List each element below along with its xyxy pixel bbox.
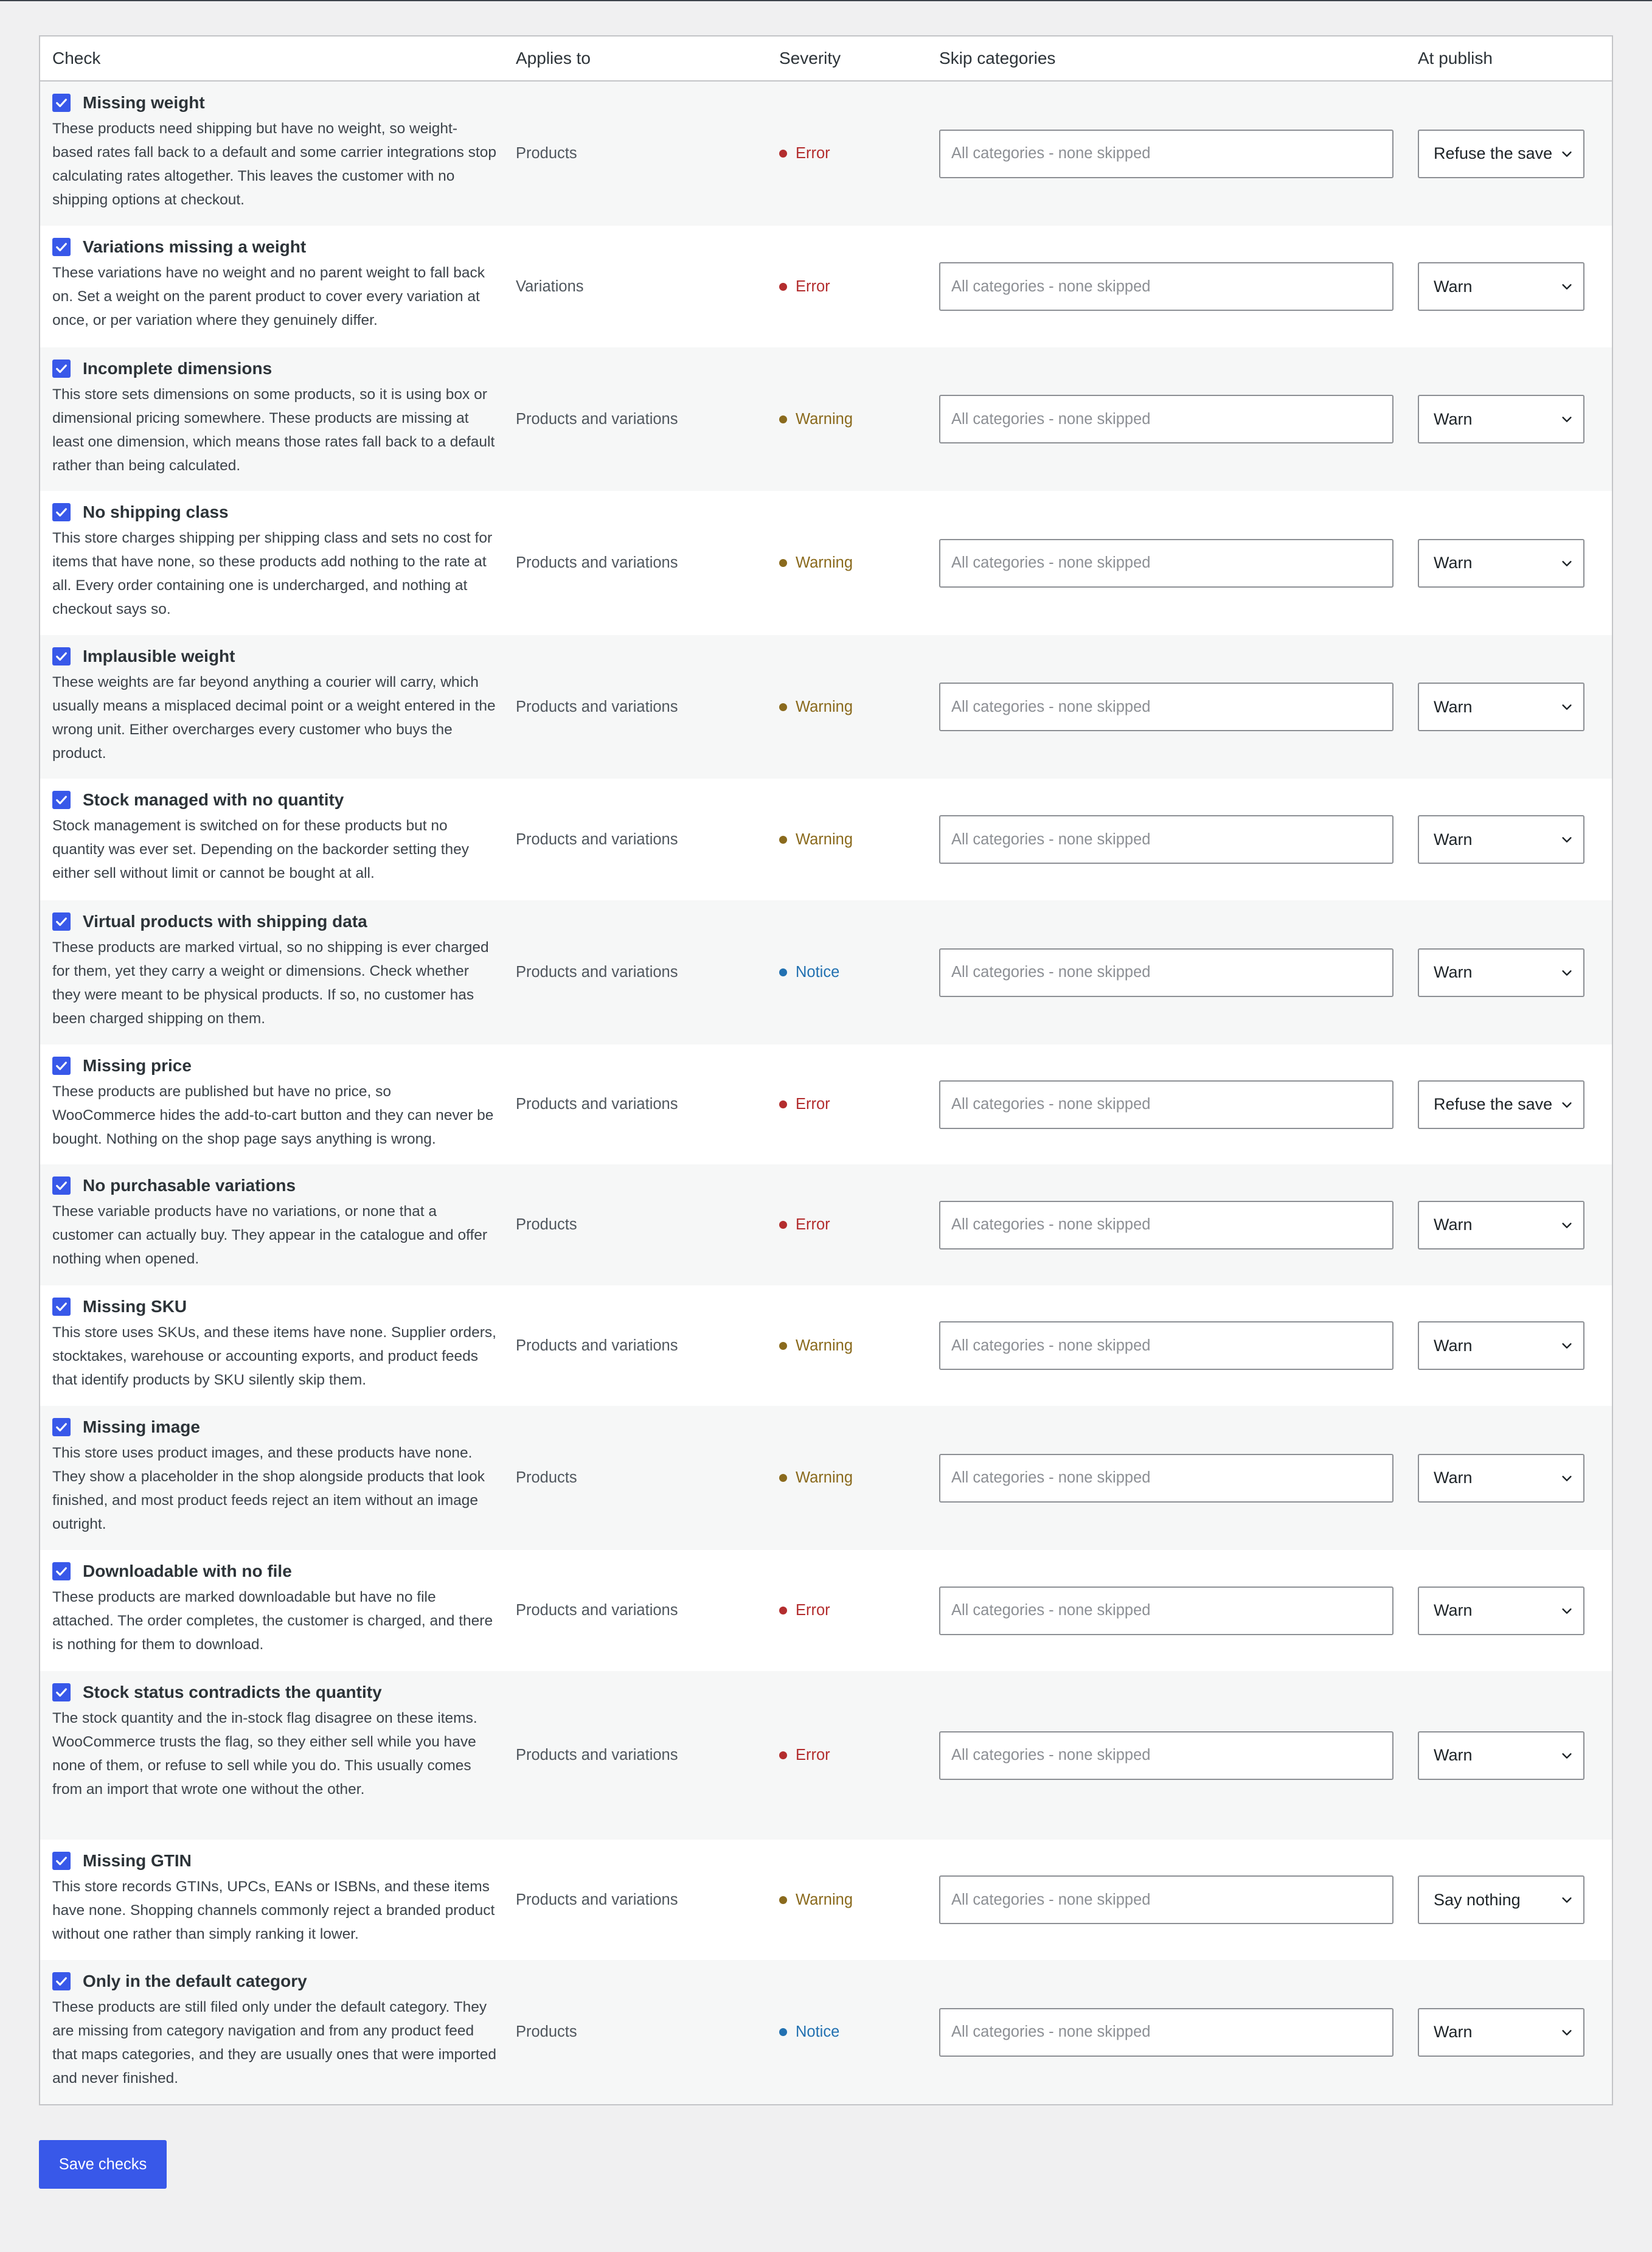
check-enabled-checkbox[interactable] <box>52 1298 71 1316</box>
check-heading <box>52 92 498 113</box>
check-heading <box>52 1971 498 1992</box>
skip-categories-input[interactable] <box>939 948 1393 997</box>
check-heading <box>52 1055 498 1076</box>
severity-badge <box>779 831 853 849</box>
applies-to-text: Products and variations <box>516 1096 678 1113</box>
check-title: No purchasable variations <box>83 1176 296 1195</box>
column-header-severity: Severity <box>779 49 841 68</box>
table-row <box>40 1550 1612 1671</box>
at-publish-value: Warn <box>1434 963 1473 981</box>
skip-categories-input[interactable] <box>939 1321 1393 1370</box>
severity-badge <box>779 698 853 716</box>
severity-badge <box>779 278 830 296</box>
skip-categories-cell <box>939 1406 1418 1550</box>
check-heading <box>52 790 498 810</box>
severity-label: Warning <box>796 410 853 428</box>
check-title: Virtual products with shipping data <box>83 912 367 931</box>
severity-cell <box>779 226 939 347</box>
table-row <box>40 1671 1612 1840</box>
check-cell <box>40 900 516 1044</box>
skip-categories-input[interactable] <box>939 1875 1393 1924</box>
at-publish-cell <box>1418 1840 1612 1960</box>
check-description: These products are marked downloadable but have no file attached. The order completes, the customer is charged, and there is nothing for them to download. <box>52 1589 493 1653</box>
applies-to-text: Products and variations <box>516 698 678 715</box>
severity-cell <box>779 635 939 779</box>
applies-to-cell <box>516 1044 779 1164</box>
check-cell <box>40 635 516 779</box>
check-title: Implausible weight <box>83 647 235 666</box>
applies-to-text: Products <box>516 2023 577 2040</box>
dot-icon <box>779 1751 787 1759</box>
at-publish-select[interactable] <box>1418 395 1584 443</box>
check-enabled-checkbox[interactable] <box>52 94 71 112</box>
check-cell <box>40 491 516 635</box>
skip-categories-cell <box>939 1840 1418 1960</box>
severity-cell <box>779 1671 939 1840</box>
check-enabled-checkbox[interactable] <box>52 1057 71 1075</box>
table-row <box>40 1960 1612 2104</box>
table-row <box>40 491 1612 635</box>
skip-categories-input[interactable] <box>939 1201 1393 1249</box>
dot-icon <box>779 1221 787 1229</box>
check-title: Downloadable with no file <box>83 1562 292 1580</box>
table-row <box>40 779 1612 900</box>
check-cell <box>40 1406 516 1550</box>
severity-badge <box>779 1891 853 1909</box>
check-enabled-checkbox[interactable] <box>52 791 71 809</box>
skip-categories-cell <box>939 779 1418 900</box>
applies-to-text: Products and variations <box>516 1746 678 1764</box>
table-row <box>40 635 1612 779</box>
severity-label: Warning <box>796 1469 853 1486</box>
severity-label: Warning <box>796 830 853 848</box>
dot-icon <box>779 1474 787 1482</box>
dot-icon <box>779 1896 787 1904</box>
skip-categories-input[interactable] <box>939 262 1393 311</box>
skip-categories-cell <box>939 900 1418 1044</box>
dot-icon <box>779 968 787 976</box>
dot-icon <box>779 150 787 158</box>
at-publish-cell <box>1418 779 1612 900</box>
at-publish-value: Warn <box>1434 1336 1473 1355</box>
severity-badge <box>779 1602 830 1619</box>
dot-icon <box>779 415 787 423</box>
chevron-down-icon <box>1560 1339 1574 1352</box>
severity-badge <box>779 1337 853 1355</box>
chevron-down-icon <box>1560 412 1574 426</box>
severity-cell <box>779 1550 939 1671</box>
applies-to-text: Products <box>516 1216 577 1233</box>
skip-categories-input[interactable] <box>939 395 1393 443</box>
applies-to-text: Products <box>516 145 577 162</box>
skip-categories-cell <box>939 1285 1418 1406</box>
at-publish-cell <box>1418 1164 1612 1285</box>
at-publish-select[interactable] <box>1418 948 1584 997</box>
applies-to-cell <box>516 779 779 900</box>
check-enabled-checkbox[interactable] <box>52 1562 71 1580</box>
at-publish-value: Warn <box>1434 1468 1473 1487</box>
applies-to-text: Products and variations <box>516 964 678 981</box>
check-enabled-checkbox[interactable] <box>52 647 71 666</box>
table-row <box>40 226 1612 347</box>
at-publish-value: Refuse the save <box>1434 144 1553 162</box>
dot-icon <box>779 2028 787 2036</box>
check-description: This store charges shipping per shipping class and sets no cost for items that have none, so these products add nothing to the rate at all. Every order containing one is undercharged, and nothing at checkout says so. <box>52 530 493 617</box>
applies-to-text: Products and variations <box>516 1602 678 1619</box>
skip-categories-input[interactable] <box>939 539 1393 588</box>
dot-icon <box>779 283 787 291</box>
chevron-down-icon <box>1560 1893 1574 1906</box>
table-row <box>40 1044 1612 1164</box>
at-publish-value: Warn <box>1434 277 1473 296</box>
severity-label: Error <box>796 1746 830 1764</box>
table-row <box>40 1285 1612 1406</box>
check-cell <box>40 779 516 900</box>
applies-to-cell <box>516 900 779 1044</box>
at-publish-value: Warn <box>1434 409 1473 428</box>
at-publish-value: Warn <box>1434 554 1473 572</box>
severity-label: Error <box>796 145 830 162</box>
table-body <box>40 82 1612 2104</box>
severity-badge <box>779 1746 830 1764</box>
checkmark-icon <box>55 1565 68 1578</box>
applies-to-cell <box>516 491 779 635</box>
check-cell <box>40 1164 516 1285</box>
checkmark-icon <box>55 1059 68 1072</box>
at-publish-select[interactable] <box>1418 539 1584 588</box>
severity-label: Error <box>796 1096 830 1113</box>
checkmark-icon <box>55 1854 68 1868</box>
checkmark-icon <box>55 915 68 928</box>
at-publish-value: Warn <box>1434 830 1473 849</box>
at-publish-select[interactable] <box>1418 1586 1584 1635</box>
column-header-check: Check <box>52 49 101 68</box>
skip-categories-input[interactable] <box>939 1454 1393 1503</box>
check-heading <box>52 1561 498 1582</box>
at-publish-select[interactable] <box>1418 2008 1584 2057</box>
column-header-at-publish: At publish <box>1418 49 1493 68</box>
skip-categories-cell <box>939 1164 1418 1285</box>
at-publish-value: Say nothing <box>1434 1890 1521 1909</box>
check-title: Missing SKU <box>83 1297 187 1316</box>
skip-categories-input[interactable] <box>939 130 1393 178</box>
at-publish-cell <box>1418 1406 1612 1550</box>
check-description: The stock quantity and the in-stock flag disagree on these items. WooCommerce trusts the flag, so they either sell while you have none of them, or refuse to sell while you do. This usually comes from an import that wrote one without the other. <box>52 1710 477 1798</box>
check-heading <box>52 1682 498 1703</box>
check-cell <box>40 82 516 226</box>
severity-label: Notice <box>796 2023 840 2040</box>
at-publish-value: Warn <box>1434 1746 1473 1764</box>
check-description: This store uses product images, and these products have none. They show a placeholder in the shop alongside products that look finished, and most product feeds reject an item without an image outright. <box>52 1445 485 1532</box>
check-enabled-checkbox[interactable] <box>52 1418 71 1436</box>
skip-categories-cell <box>939 635 1418 779</box>
dot-icon <box>779 559 787 567</box>
applies-to-text: Products and variations <box>516 1336 678 1354</box>
check-heading <box>52 237 498 257</box>
check-enabled-checkbox[interactable] <box>52 238 71 256</box>
checkmark-icon <box>55 96 68 109</box>
check-cell <box>40 1044 516 1164</box>
applies-to-cell <box>516 347 779 491</box>
at-publish-select[interactable] <box>1418 683 1584 731</box>
check-title: Stock managed with no quantity <box>83 790 344 809</box>
applies-to-cell <box>516 1960 779 2104</box>
checkmark-icon <box>55 240 68 254</box>
severity-label: Warning <box>796 1891 853 1908</box>
at-publish-select[interactable] <box>1418 1454 1584 1503</box>
at-publish-cell <box>1418 347 1612 491</box>
check-description: These products need shipping but have no weight, so weight-based rates fall back to a default and some carrier integrations stop calculating rates altogether. This leaves the customer with no shipping options at checkout. <box>52 120 496 208</box>
skip-categories-cell <box>939 491 1418 635</box>
severity-cell <box>779 491 939 635</box>
at-publish-value: Warn <box>1434 1215 1473 1234</box>
check-title: Missing image <box>83 1417 200 1436</box>
checkmark-icon <box>55 1975 68 1988</box>
skip-categories-input[interactable] <box>939 1731 1393 1780</box>
check-cell <box>40 1671 516 1840</box>
check-description: Stock management is switched on for these products but no quantity was ever set. Depending on the backorder setting they either sell without limit or cannot be bought at all. <box>52 818 470 881</box>
severity-cell <box>779 1406 939 1550</box>
applies-to-text: Products and variations <box>516 1891 678 1908</box>
check-heading <box>52 1851 498 1871</box>
at-publish-cell <box>1418 1671 1612 1840</box>
severity-label: Notice <box>796 964 840 981</box>
severity-label: Error <box>796 1602 830 1619</box>
check-cell <box>40 1550 516 1671</box>
at-publish-value: Warn <box>1434 2023 1473 2041</box>
check-description: These variations have no weight and no parent weight to fall back on. Set a weight on the parent product to cover every variation at once, or per variation where they genuinely differ. <box>52 265 485 328</box>
skip-categories-input[interactable] <box>939 815 1393 864</box>
applies-to-text: Variations <box>516 277 584 295</box>
check-enabled-checkbox[interactable] <box>52 1852 71 1870</box>
severity-cell <box>779 347 939 491</box>
column-header-applies-to: Applies to <box>516 49 591 68</box>
chevron-down-icon <box>1560 1749 1574 1762</box>
at-publish-select[interactable] <box>1418 1080 1584 1129</box>
severity-cell <box>779 1285 939 1406</box>
check-enabled-checkbox[interactable] <box>52 1972 71 1990</box>
chevron-down-icon <box>1560 1098 1574 1111</box>
check-heading <box>52 358 498 379</box>
checks-table <box>39 35 1613 2105</box>
check-enabled-checkbox[interactable] <box>52 912 71 931</box>
check-title: Variations missing a weight <box>83 237 307 256</box>
save-checks-button[interactable]: Save checks <box>39 2140 167 2189</box>
check-heading <box>52 502 498 523</box>
at-publish-cell <box>1418 1044 1612 1164</box>
check-enabled-checkbox[interactable] <box>52 503 71 521</box>
chevron-down-icon <box>1560 700 1574 714</box>
checkmark-icon <box>55 1686 68 1699</box>
applies-to-cell <box>516 635 779 779</box>
at-publish-cell <box>1418 226 1612 347</box>
chevron-down-icon <box>1560 1472 1574 1485</box>
at-publish-select[interactable] <box>1418 815 1584 864</box>
dot-icon <box>779 1607 787 1614</box>
check-title: No shipping class <box>83 502 229 521</box>
admin-bar-edge <box>0 0 1652 1</box>
applies-to-cell <box>516 226 779 347</box>
skip-categories-input[interactable] <box>939 683 1393 731</box>
applies-to-cell <box>516 82 779 226</box>
applies-to-cell <box>516 1164 779 1285</box>
check-heading <box>52 1296 498 1317</box>
check-heading <box>52 646 498 667</box>
checkmark-icon <box>55 1420 68 1434</box>
check-description: This store sets dimensions on some products, so it is using box or dimensional pricing somewhere. These products are missing at least one dimension, which means those rates fall back to a default rather than being calculated. <box>52 386 495 474</box>
checkmark-icon <box>55 650 68 663</box>
dot-icon <box>779 1342 787 1350</box>
check-heading <box>52 1175 498 1196</box>
applies-to-cell <box>516 1671 779 1840</box>
check-heading <box>52 911 498 932</box>
at-publish-cell <box>1418 900 1612 1044</box>
severity-cell <box>779 779 939 900</box>
check-cell <box>40 1285 516 1406</box>
check-title: Missing GTIN <box>83 1851 192 1870</box>
check-heading <box>52 1417 498 1437</box>
skip-categories-cell <box>939 82 1418 226</box>
check-title: Incomplete dimensions <box>83 359 272 378</box>
at-publish-select[interactable] <box>1418 1201 1584 1249</box>
dot-icon <box>779 1100 787 1108</box>
chevron-down-icon <box>1560 833 1574 846</box>
at-publish-cell <box>1418 1550 1612 1671</box>
severity-cell <box>779 900 939 1044</box>
checkmark-icon <box>55 793 68 807</box>
at-publish-select[interactable] <box>1418 1875 1584 1924</box>
checkmark-icon <box>55 1300 68 1313</box>
check-description: This store records GTINs, UPCs, EANs or ISBNs, and these items have none. Shopping channels commonly reject a branded product without one rather than simply ranking it lower. <box>52 1878 495 1942</box>
skip-categories-input[interactable] <box>939 1080 1393 1129</box>
check-title: Only in the default category <box>83 1972 307 1990</box>
at-publish-select[interactable] <box>1418 130 1584 178</box>
skip-categories-cell <box>939 347 1418 491</box>
severity-cell <box>779 1840 939 1960</box>
skip-categories-cell <box>939 1044 1418 1164</box>
at-publish-select[interactable] <box>1418 1731 1584 1780</box>
at-publish-cell <box>1418 1960 1612 2104</box>
skip-categories-cell <box>939 1550 1418 1671</box>
at-publish-cell <box>1418 1285 1612 1406</box>
at-publish-select[interactable] <box>1418 1321 1584 1370</box>
at-publish-value: Warn <box>1434 1601 1473 1619</box>
checkmark-icon <box>55 506 68 519</box>
check-description: These products are still filed only under the default category. They are missing from category navigation and from any product feed that maps categories, and they are usually ones that were imported and never finished. <box>52 1999 496 2087</box>
chevron-down-icon <box>1560 1604 1574 1618</box>
table-row <box>40 1164 1612 1285</box>
severity-badge <box>779 2023 839 2041</box>
skip-categories-cell <box>939 1960 1418 2104</box>
check-enabled-checkbox[interactable] <box>52 1176 71 1195</box>
severity-label: Error <box>796 277 830 295</box>
severity-badge <box>779 1469 853 1487</box>
chevron-down-icon <box>1560 2026 1574 2039</box>
skip-categories-input[interactable] <box>939 1586 1393 1635</box>
table-row <box>40 900 1612 1044</box>
severity-cell <box>779 1164 939 1285</box>
check-cell <box>40 1840 516 1960</box>
applies-to-cell <box>516 1406 779 1550</box>
chevron-down-icon <box>1560 1218 1574 1232</box>
check-enabled-checkbox[interactable] <box>52 1683 71 1701</box>
checkmark-icon <box>55 362 68 375</box>
at-publish-cell <box>1418 491 1612 635</box>
severity-label: Error <box>796 1216 830 1233</box>
dot-icon <box>779 836 787 844</box>
severity-label: Warning <box>796 698 853 715</box>
applies-to-text: Products and variations <box>516 410 678 428</box>
severity-label: Warning <box>796 1336 853 1354</box>
check-description: This store uses SKUs, and these items have none. Supplier orders, stocktakes, warehouse or accounting exports, and product feeds that identify products by SKU silently skip them. <box>52 1324 496 1388</box>
severity-badge <box>779 411 853 428</box>
severity-badge <box>779 1216 830 1234</box>
check-enabled-checkbox[interactable] <box>52 360 71 378</box>
check-cell <box>40 347 516 491</box>
table-row <box>40 82 1612 226</box>
severity-badge <box>779 964 839 981</box>
at-publish-value: Refuse the save <box>1434 1095 1553 1113</box>
applies-to-text: Products and variations <box>516 554 678 571</box>
check-title: Missing weight <box>83 93 205 112</box>
at-publish-cell <box>1418 82 1612 226</box>
severity-badge <box>779 554 853 572</box>
chevron-down-icon <box>1560 966 1574 979</box>
applies-to-text: Products and variations <box>516 830 678 848</box>
at-publish-select[interactable] <box>1418 262 1584 311</box>
check-title: Stock status contradicts the quantity <box>83 1683 382 1701</box>
check-description: These products are marked virtual, so no shipping is ever charged for them, yet they carry a weight or dimensions. Check whether they were meant to be physical products. If so, no customer has been charged shipping on them. <box>52 939 489 1027</box>
table-row <box>40 1406 1612 1550</box>
severity-badge <box>779 145 830 162</box>
check-description: These weights are far beyond anything a courier will carry, which usually means a misplaced decimal point or a weight entered in the wrong unit. Either overcharges every customer who buys the product. <box>52 674 496 762</box>
applies-to-text: Products <box>516 1469 577 1486</box>
dot-icon <box>779 703 787 711</box>
severity-cell <box>779 1044 939 1164</box>
severity-label: Warning <box>796 554 853 571</box>
check-cell <box>40 226 516 347</box>
chevron-down-icon <box>1560 280 1574 293</box>
check-description: These variable products have no variations, or none that a customer can actually buy. They appear in the catalogue and offer nothing when opened. <box>52 1203 488 1267</box>
at-publish-value: Warn <box>1434 697 1473 716</box>
check-description: These products are published but have no price, so WooCommerce hides the add-to-cart button and they can never be bought. Nothing on the shop page says anything is wrong. <box>52 1083 494 1147</box>
severity-cell <box>779 1960 939 2104</box>
checkmark-icon <box>55 1179 68 1192</box>
severity-badge <box>779 1096 830 1113</box>
table-header <box>40 36 1612 82</box>
applies-to-cell <box>516 1285 779 1406</box>
skip-categories-input[interactable] <box>939 2008 1393 2057</box>
skip-categories-cell <box>939 226 1418 347</box>
check-cell <box>40 1960 516 2104</box>
applies-to-cell <box>516 1840 779 1960</box>
applies-to-cell <box>516 1550 779 1671</box>
check-title: Missing price <box>83 1056 192 1075</box>
at-publish-cell <box>1418 635 1612 779</box>
severity-cell <box>779 82 939 226</box>
table-row <box>40 347 1612 491</box>
column-header-skip-categories: Skip categories <box>939 49 1056 68</box>
skip-categories-cell <box>939 1671 1418 1840</box>
chevron-down-icon <box>1560 147 1574 161</box>
table-row <box>40 1840 1612 1960</box>
chevron-down-icon <box>1560 557 1574 570</box>
